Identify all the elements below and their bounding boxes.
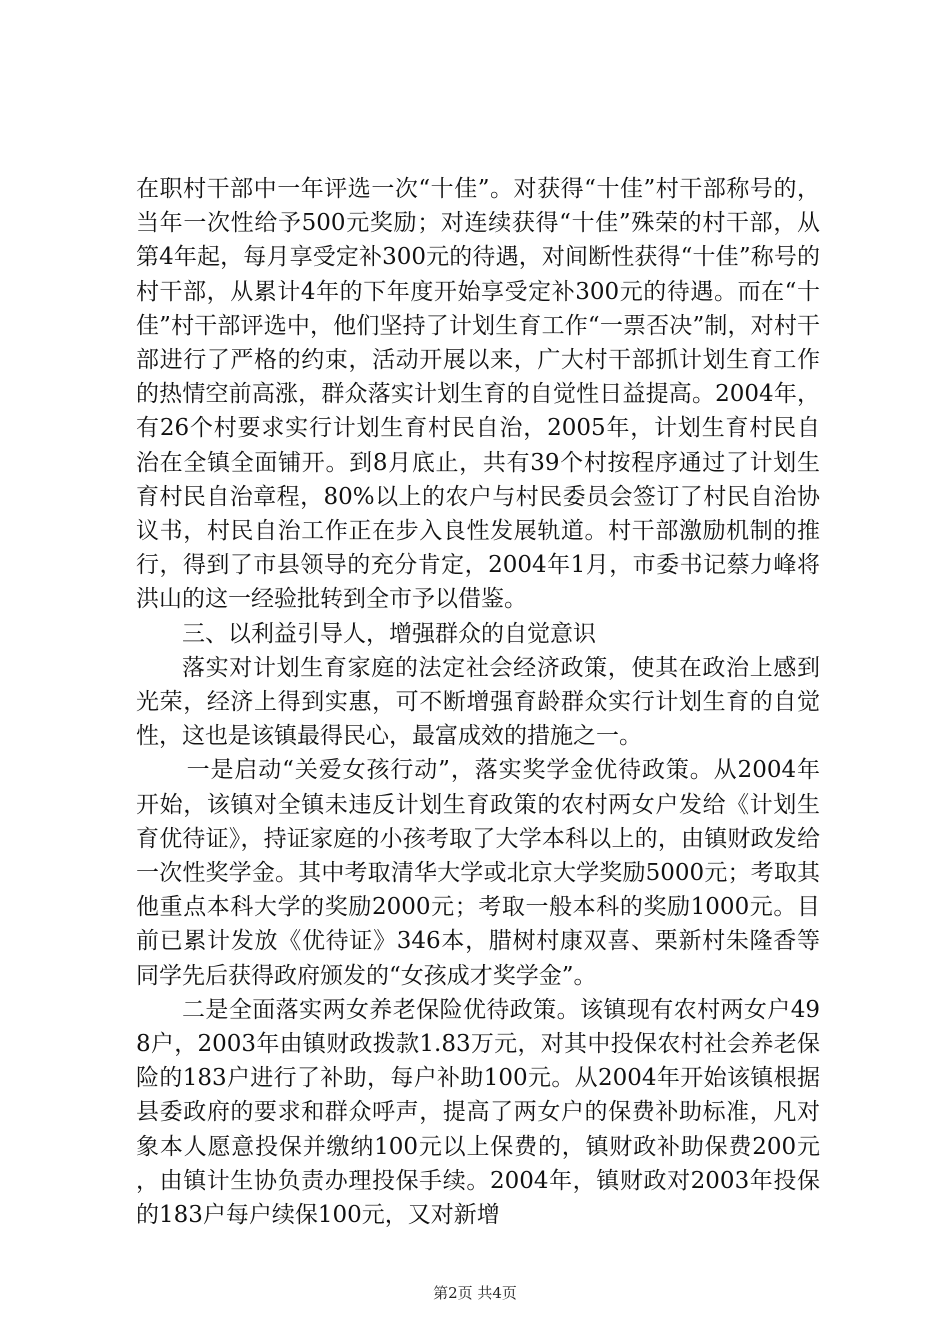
section-heading-three: 三、以利益引导人，增强群众的自觉意识 [182,620,596,647]
paragraph-scholarship-policy: 一是启动“关爱女孩行动”，落实奖学金优待政策。从2004年开始，该镇对全镇未违反计划生育政策的农村两女户发给《计划生育优待证》，持证家庭的小孩考取了大学本科以上的，由镇财政发给一次性奖学金。其中考取清华大学或北京大学奖励5000元；考取其他重点本科大学的奖励2000元；考取一般本科的奖励1000元。目前已累计发放《优待证》346本，腊树村康双喜、栗新村朱隆香等同学先后获得政府颁发的“女孩成才奖学金”。 [136,757,820,989]
document-body [136,172,820,1232]
paragraph-policy-intro: 落实对计划生育家庭的法定社会经济政策，使其在政治上感到光荣，经济上得到实惠，可不断增强育龄群众实行计划生育的自觉性，这也是该镇最得民心，最富成效的措施之一。 [136,654,820,750]
page-number-footer: 第2页 共4页 [433,1284,517,1302]
paragraph-village-cadre-awards: 在职村干部中一年评选一次“十佳”。对获得“十佳”村干部称号的，当年一次性给予500元奖励；对连续获得“十佳”殊荣的村干部，从第4年起，每月享受定补300元的待遇，对间断性获得“十佳”称号的村干部，从累计4年的下年度开始享受定补300元的待遇。而在“十佳”村干部评选中，他们坚持了计划生育工作“一票否决”制，对村干部进行了严格的约束，活动开展以来，广大村干部抓计划生育工作的热情空前高涨，群众落实计划生育的自觉性日益提高。2004年，有26个村要求实行计划生育村民自治，2005年，计划生育村民自治在全镇全面铺开。到8月底止，共有39个村按程序通过了计划生育村民自治章程，80%以上的农户与村民委员会签订了村民自治协议书，村民自治工作正在步入良性发展轨道。村干部激励机制的推行，得到了市县领导的充分肯定，2004年1月，市委书记蔡力峰将洪山的这一经验批转到全市予以借鉴。 [136,176,820,613]
paragraph-pension-policy: 二是全面落实两女养老保险优待政策。该镇现有农村两女户498户，2003年由镇财政拨款1.83万元，对其中投保农村社会养老保险的183户进行了补助，每户补助100元。从2004年开始该镇根据县委政府的要求和群众呼声，提高了两女户的保费补助标准，凡对象本人愿意投保并缴纳100元以上保费的，镇财政补助保费200元，由镇计生协负责办理投保手续。2004年，镇财政对2003年投保的183户每户续保100元，又对新增 [136,996,820,1229]
